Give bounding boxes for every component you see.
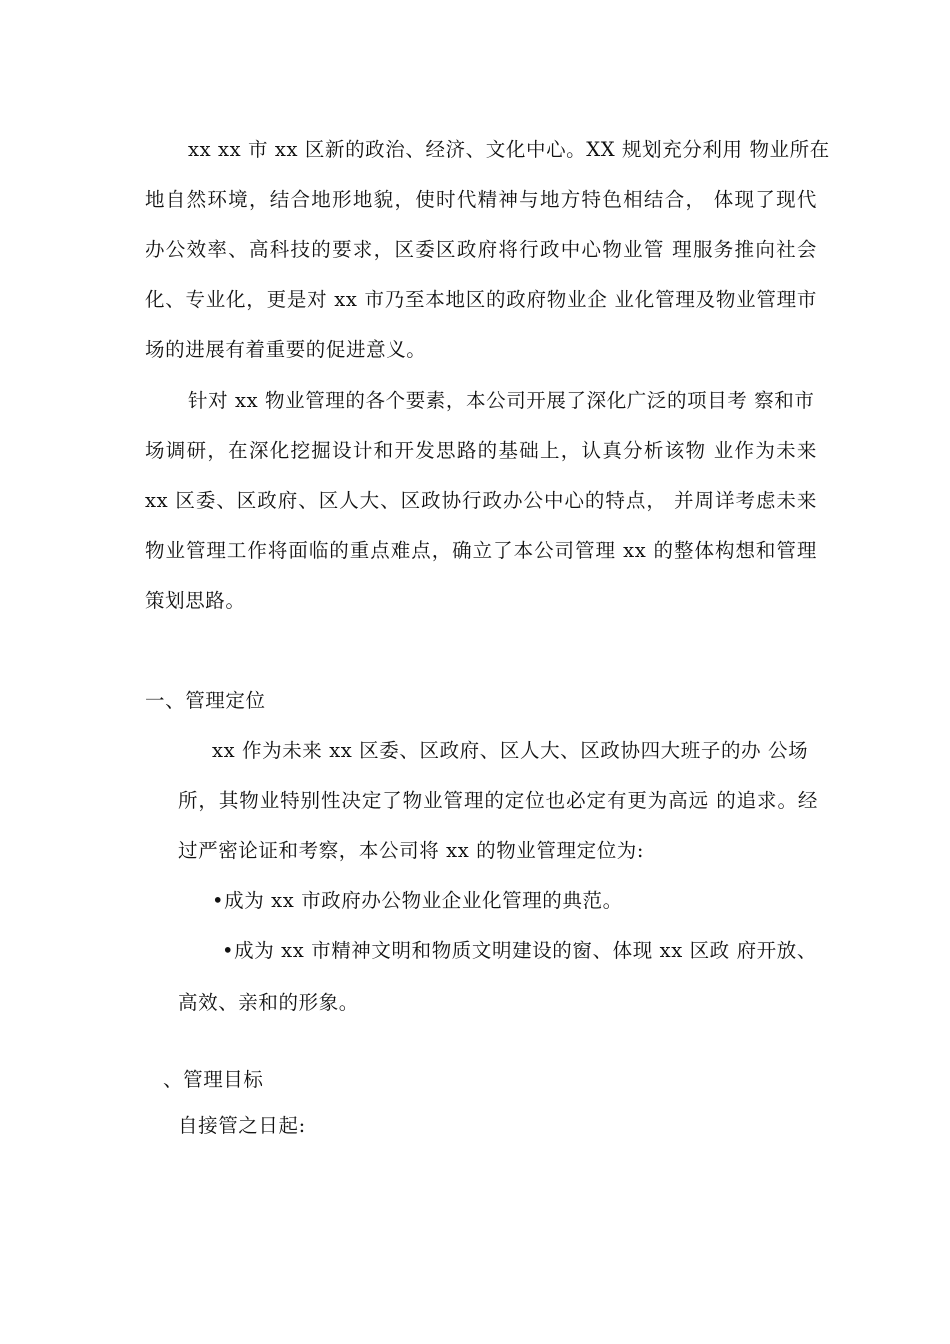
text-line: 物业管理工作将面临的重点难点，确立了本公司管理 xx 的整体构想和管理	[145, 539, 817, 562]
text-line: 场的进展有着重要的促进意义。	[145, 338, 427, 361]
section-heading-goals: 、管理目标	[163, 1068, 264, 1091]
text-line: xx xx 市 xx 区新的政治、经济、文化中心。XX 规划充分利用 物业所在	[188, 138, 830, 161]
text-line: 过严密论证和考察，本公司将 xx 的物业管理定位为:	[178, 839, 645, 862]
text-line: 高效、亲和的形象。	[178, 991, 359, 1014]
text-line: •成为 xx 市精神文明和物质文明建设的窗、体现 xx 区政 府开放、	[222, 939, 817, 962]
text-line: 针对 xx 物业管理的各个要素，本公司开展了深化广泛的项目考 察和市	[188, 389, 815, 412]
text-line: 化、专业化，更是对 xx 市乃至本地区的政府物业企 业化管理及物业管理市	[145, 288, 817, 311]
bullet-item: •成为 xx 市政府办公物业企业化管理的典范。	[212, 889, 623, 912]
text-line: 场调研，在深化挖掘设计和开发思路的基础上，认真分析该物 业作为未来	[145, 439, 817, 462]
section-heading-positioning: 一、管理定位	[145, 689, 266, 712]
text-line: 所，其物业特别性决定了物业管理的定位也必定有更为高远 的追求。经	[178, 789, 818, 812]
text-line: 地自然环境，结合地形地貌，使时代精神与地方特色相结合， 体现了现代	[145, 188, 817, 211]
text-line: xx 区委、区政府、区人大、区政协行政办公中心的特点， 并周详考虑未来	[145, 489, 817, 512]
text-line: 办公效率、高科技的要求，区委区政府将行政中心物业管 理服务推向社会	[145, 238, 817, 261]
text-line: 策划思路。	[145, 589, 246, 612]
goals-intro: 自接管之日起:	[178, 1114, 306, 1137]
text-line: xx 作为未来 xx 区委、区政府、区人大、区政协四大班子的办 公场	[212, 739, 809, 762]
